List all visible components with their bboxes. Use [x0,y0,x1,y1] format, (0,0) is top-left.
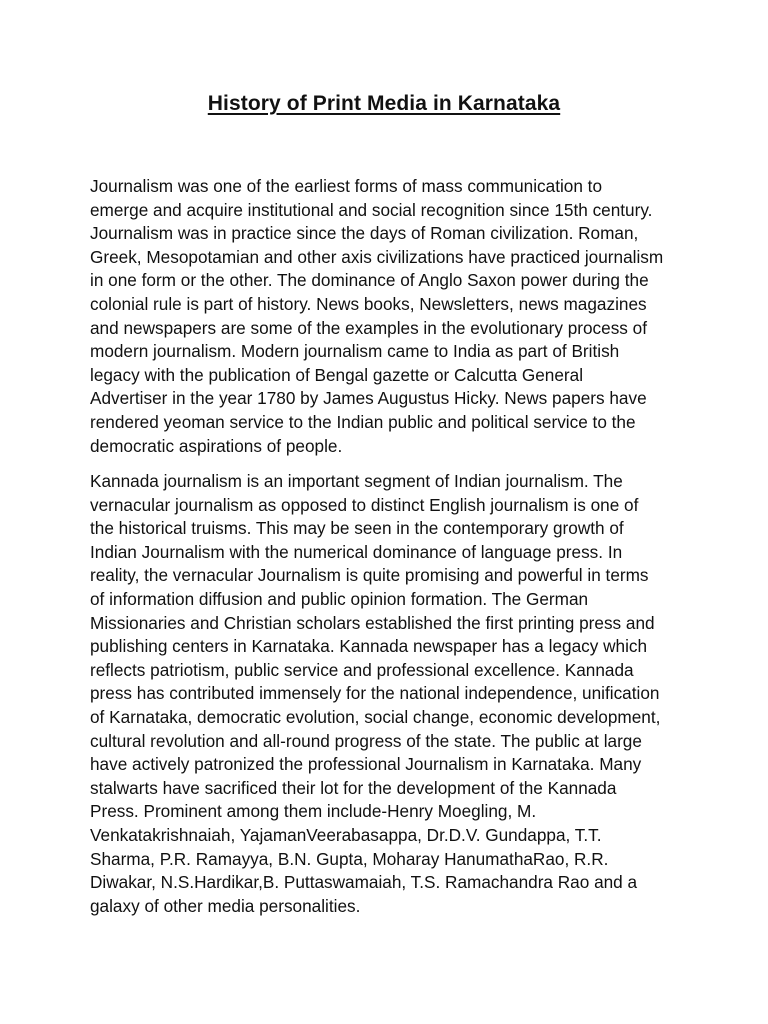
document-title: History of Print Media in Karnataka [207,92,561,115]
paragraph-history-of-journalism: Journalism was one of the earliest forms of mass communication to emerge and acquire institutional and social recognition since 15th century. Journalism was in practice since the days of Roman civilization. Roman, Greek, Mesopotamian and other axis civilizations have practiced journalism in one form or the other. The dominance of Anglo Saxon power during the colonial rule is part of history. News books, Newsletters, news magazines and newspapers are some of the examples in the evolutionary process of modern journalism. Modern journalism came to India as part of British legacy with the publication of Bengal gazette or Calcutta General Advertiser in the year 1780 by James Augustus Hicky. News papers have rendered yeoman service to the Indian public and political service to the democratic aspirations of people. [90,176,664,456]
paragraph-kannada-journalism: Kannada journalism is an important segment of Indian journalism. The vernacular journalism as opposed to distinct English journalism is one of the historical truisms. This may be seen in the contemporary growth of Indian Journalism with the numerical dominance of language press. In reality, the vernacular Journalism is quite promising and powerful in terms of information diffusion and public opinion formation. The German Missionaries and Christian scholars established the first printing press and publishing centers in Karnataka. Kannada newspaper has a legacy which reflects patriotism, public service and professional excellence. Kannada press has contributed immensely for the national independence, unification of Karnataka, democratic evolution, social change, economic development, cultural revolution and all-round progress of the state. The public at large have actively patronized the professional Journalism in Karnataka. Many stalwarts have sacrificed their lot for the development of the Kannada Press. Prominent among them include-Henry Moegling, M. Venkatakrishnaiah, YajamanVeerabasappa, Dr.D.V. Gundappa, T.T. Sharma, P.R. Ramayya, B.N. Gupta, Moharay HanumathaRao, R.R. Diwakar, N.S.Hardikar,B. Puttaswamaiah, T.S. Ramachandra Rao and a galaxy of other media personalities. [90,471,661,916]
